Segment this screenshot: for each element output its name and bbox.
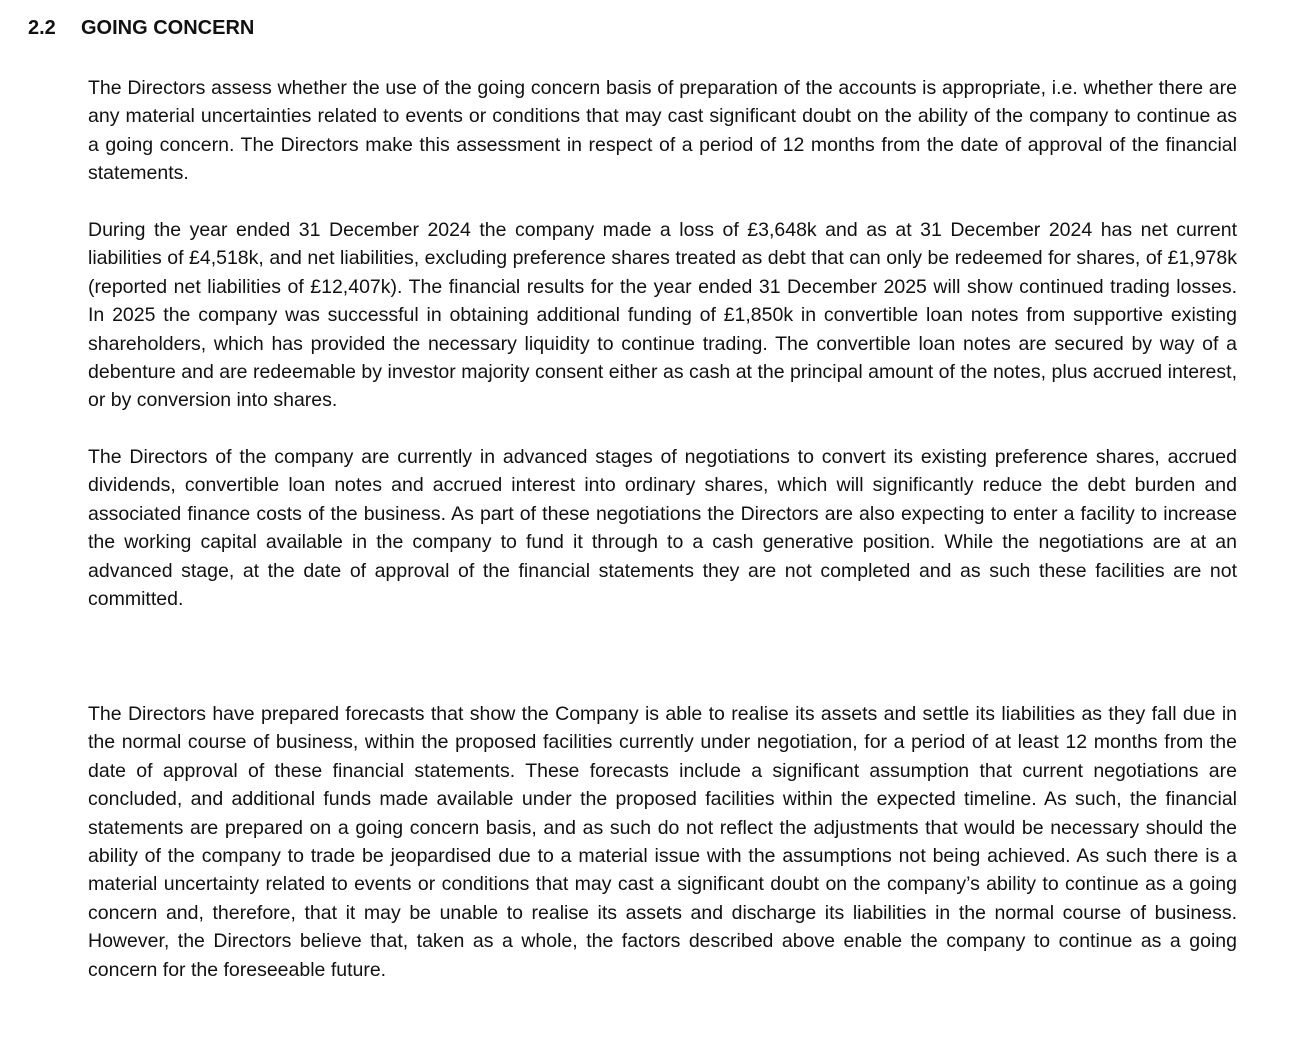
- paragraph-forecasts-conclusion: The Directors have prepared forecasts that show the Company is able to realise its assets and settle its liabilities as they fall due in the normal course of business, within the proposed facilities currently under negotiation, for a period of at least 12 months from the date of approval of these financial statements. These forecasts include a significant assumption that current negotiations are concluded, and additional funds made available under the proposed facilities within the expected timeline. As such, the financial statements are prepared on a going concern basis, and as such do not reflect the adjustments that would be necessary should the ability of the company to trade be jeopardised due to a material issue with the assumptions not being achieved. As such there is a material uncertainty related to events or conditions that may cast a significant doubt on the company’s ability to continue as a going concern and, therefore, that it may be unable to realise its assets and discharge its liabilities in the normal course of business. However, the Directors believe that, taken as a whole, the factors described above enable the company to continue as a going concern for the foreseeable future.: [88, 703, 1237, 981]
- section-title: GOING CONCERN: [81, 17, 255, 39]
- paragraph-financial-position: During the year ended 31 December 2024 the company made a loss of £3,648k and as at 31 December 2024 has net current liabilities of £4,518k, and net liabilities, excluding preference shares treated as debt that can only be redeemed for shares, of £1,978k (reported net liabilities of £12,407k). The financial results for the year ended 31 December 2025 will show continued trading losses. In 2025 the company was successful in obtaining additional funding of £1,850k in convertible loan notes from supportive existing shareholders, which has provided the necessary liquidity to continue trading. The convertible loan notes are secured by way of a debenture and are redeemable by investor majority consent either as cash at the principal amount of the notes, plus accrued interest, or by conversion into shares.: [88, 219, 1237, 412]
- section-number: 2.2: [28, 17, 56, 39]
- paragraph-negotiations: The Directors of the company are currently in advanced stages of negotiations to convert its existing preference shares, accrued dividends, convertible loan notes and accrued interest into ordinary shares, which will significantly reduce the debt burden and associated finance costs of the business. As part of these negotiations the Directors are also expecting to enter a facility to increase the working capital available in the company to fund it through to a cash generative position. While the negotiations are at an advanced stage, at the date of approval of the financial statements they are not completed and as such these facilities are not committed.: [88, 446, 1237, 611]
- section-heading: [28, 15, 254, 41]
- paragraph-assessment: The Directors assess whether the use of the going concern basis of preparation of the accounts is appropriate, i.e. whether there are any material uncertainties related to events or conditions that may cast significant doubt on the ability of the company to continue as a going concern. The Directors make this assessment in respect of a period of 12 months from the date of approval of the financial statements.: [88, 77, 1237, 185]
